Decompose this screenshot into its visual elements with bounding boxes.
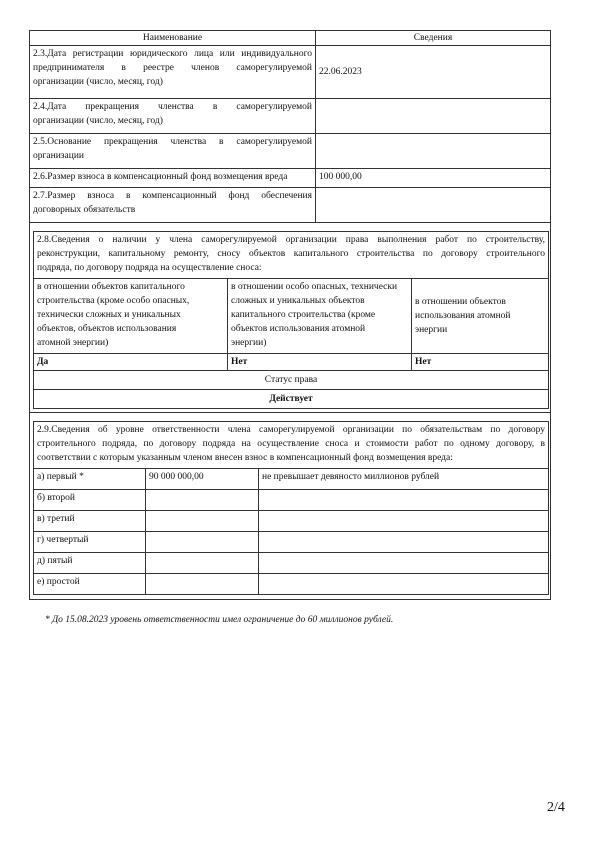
table-row (30, 169, 551, 188)
level-row (34, 490, 549, 511)
level-row (34, 553, 549, 574)
row-label-line: договорных обязательств (33, 205, 136, 215)
section-2-8-row (30, 223, 551, 413)
level-label: в) третий (34, 511, 146, 532)
section-2-8-line: реконструкции, капитальному ремонту, сносу объектов капитального строительства по договору строительного (37, 249, 546, 259)
level-amount (146, 511, 259, 532)
row-value-cell (316, 134, 551, 169)
row-label-cell (30, 46, 316, 99)
level-label: д) пятый (34, 553, 146, 574)
row-label-line: 2.5.Основание прекращения членства в саморегулируемой (33, 137, 312, 147)
row-value-cell: 22.06.2023 (316, 46, 551, 99)
section-2-9-line: соответствии с которым указанным членом внесен взнос в компенсационный фонд возмещения вреда: (37, 453, 453, 463)
object-type-line: в отношении особо опасных, технически (231, 282, 398, 292)
value-dangerous: Нет (228, 354, 412, 371)
object-type-line: в отношении объектов (415, 297, 506, 307)
level-row (34, 511, 549, 532)
status-value-row (34, 390, 549, 409)
level-note (259, 511, 549, 532)
row-label-line: организации (33, 151, 85, 161)
object-type-line: сложных и уникальных объектов (231, 296, 365, 306)
level-note (259, 553, 549, 574)
level-note (259, 532, 549, 553)
object-type-line: строительства (кроме особо опасных, (37, 296, 190, 306)
object-type-line: атомной энергии) (37, 338, 109, 348)
object-types-row (34, 279, 549, 354)
table-row (30, 99, 551, 134)
row-label-line: организации (число, месяц, год) (33, 116, 163, 126)
status-value: Действует (34, 390, 549, 409)
object-type-capital-cell (34, 279, 228, 354)
level-label: е) простой (34, 574, 146, 595)
row-value-cell (316, 188, 551, 223)
object-type-nuclear-cell (412, 279, 549, 354)
object-type-line: технически сложных и уникальных (37, 310, 181, 320)
level-row (34, 469, 549, 490)
section-2-9-row (30, 413, 551, 600)
section-2-9-cell (30, 413, 551, 600)
level-label: г) четвертый (34, 532, 146, 553)
header-info-cell: Сведения (316, 31, 551, 46)
level-note (259, 490, 549, 511)
section-2-8-cell (30, 223, 551, 413)
section-2-9-line: 2.9.Сведения об уровне ответственности члена саморегулируемой организации по обязательствам по договору (37, 425, 546, 435)
status-label-row (34, 371, 549, 390)
header-name-cell: Наименование (30, 31, 316, 46)
section-2-9-line: строительного подряда, по договору подряда на осуществление сноса и стоимости работ по одному договору, в (37, 439, 546, 449)
row-label-cell (30, 188, 316, 223)
registry-table (29, 30, 551, 600)
object-type-line: в отношении объектов капитального (37, 282, 185, 292)
level-note: не превышает девяносто миллионов рублей (259, 469, 549, 490)
right-to-work-table (33, 231, 549, 409)
row-label-cell (30, 169, 316, 188)
page-number: 2/4 (547, 800, 565, 815)
object-type-line: энергии) (231, 338, 267, 348)
section-2-9-title (34, 422, 549, 469)
row-label-line: 2.6.Размер взноса в компенсационный фонд возмещения вреда (33, 172, 288, 182)
level-amount: 90 000 000,00 (146, 469, 259, 490)
object-values-row (34, 354, 549, 371)
row-value-cell (316, 99, 551, 134)
object-type-line: использования атомной (415, 311, 511, 321)
object-type-line: объектов, объектов использования (37, 324, 177, 334)
row-label-line: 2.3.Дата регистрации юридического лица или индивидуального (33, 49, 312, 59)
level-label: б) второй (34, 490, 146, 511)
level-label: а) первый * (34, 469, 146, 490)
level-row (34, 574, 549, 595)
row-label-line: 2.4.Дата прекращения членства в саморегулируемой (33, 102, 312, 112)
object-type-dangerous-cell (228, 279, 412, 354)
section-2-8-title (34, 232, 549, 279)
section-2-8-line: 2.8.Сведения о наличии у члена саморегулируемой организации права выполнения работ по строительству, (37, 235, 546, 245)
responsibility-table (33, 421, 549, 595)
section-2-8-line: подряда, по договору подряда на осуществление сноса: (37, 263, 262, 273)
status-label: Статус права (34, 371, 549, 390)
row-label-line: организации (число, месяц, год) (33, 77, 163, 87)
level-amount (146, 490, 259, 511)
level-amount (146, 553, 259, 574)
table-header-row (30, 31, 551, 46)
section-2-9-title-row (34, 422, 549, 469)
level-amount (146, 574, 259, 595)
table-row (30, 188, 551, 223)
row-label-cell (30, 134, 316, 169)
object-type-line: капитального строительства (кроме (231, 310, 376, 320)
footnote: * До 15.08.2023 уровень ответственности имел ограничение до 60 миллионов рублей. (45, 615, 394, 625)
section-2-8-title-row (34, 232, 549, 279)
row-label-line: 2.7.Размер взноса в компенсационный фонд обеспечения (33, 191, 312, 201)
level-row (34, 532, 549, 553)
value-capital: Да (34, 354, 228, 371)
row-value-cell: 100 000,00 (316, 169, 551, 188)
table-row (30, 46, 551, 99)
object-type-line: энергии (415, 325, 448, 335)
object-type-line: объектов использования атомной (231, 324, 366, 334)
value-nuclear: Нет (412, 354, 549, 371)
level-note (259, 574, 549, 595)
row-label-line: предпринимателя в реестре членов саморегулируемой (33, 63, 312, 73)
table-row (30, 134, 551, 169)
level-amount (146, 532, 259, 553)
row-label-cell (30, 99, 316, 134)
